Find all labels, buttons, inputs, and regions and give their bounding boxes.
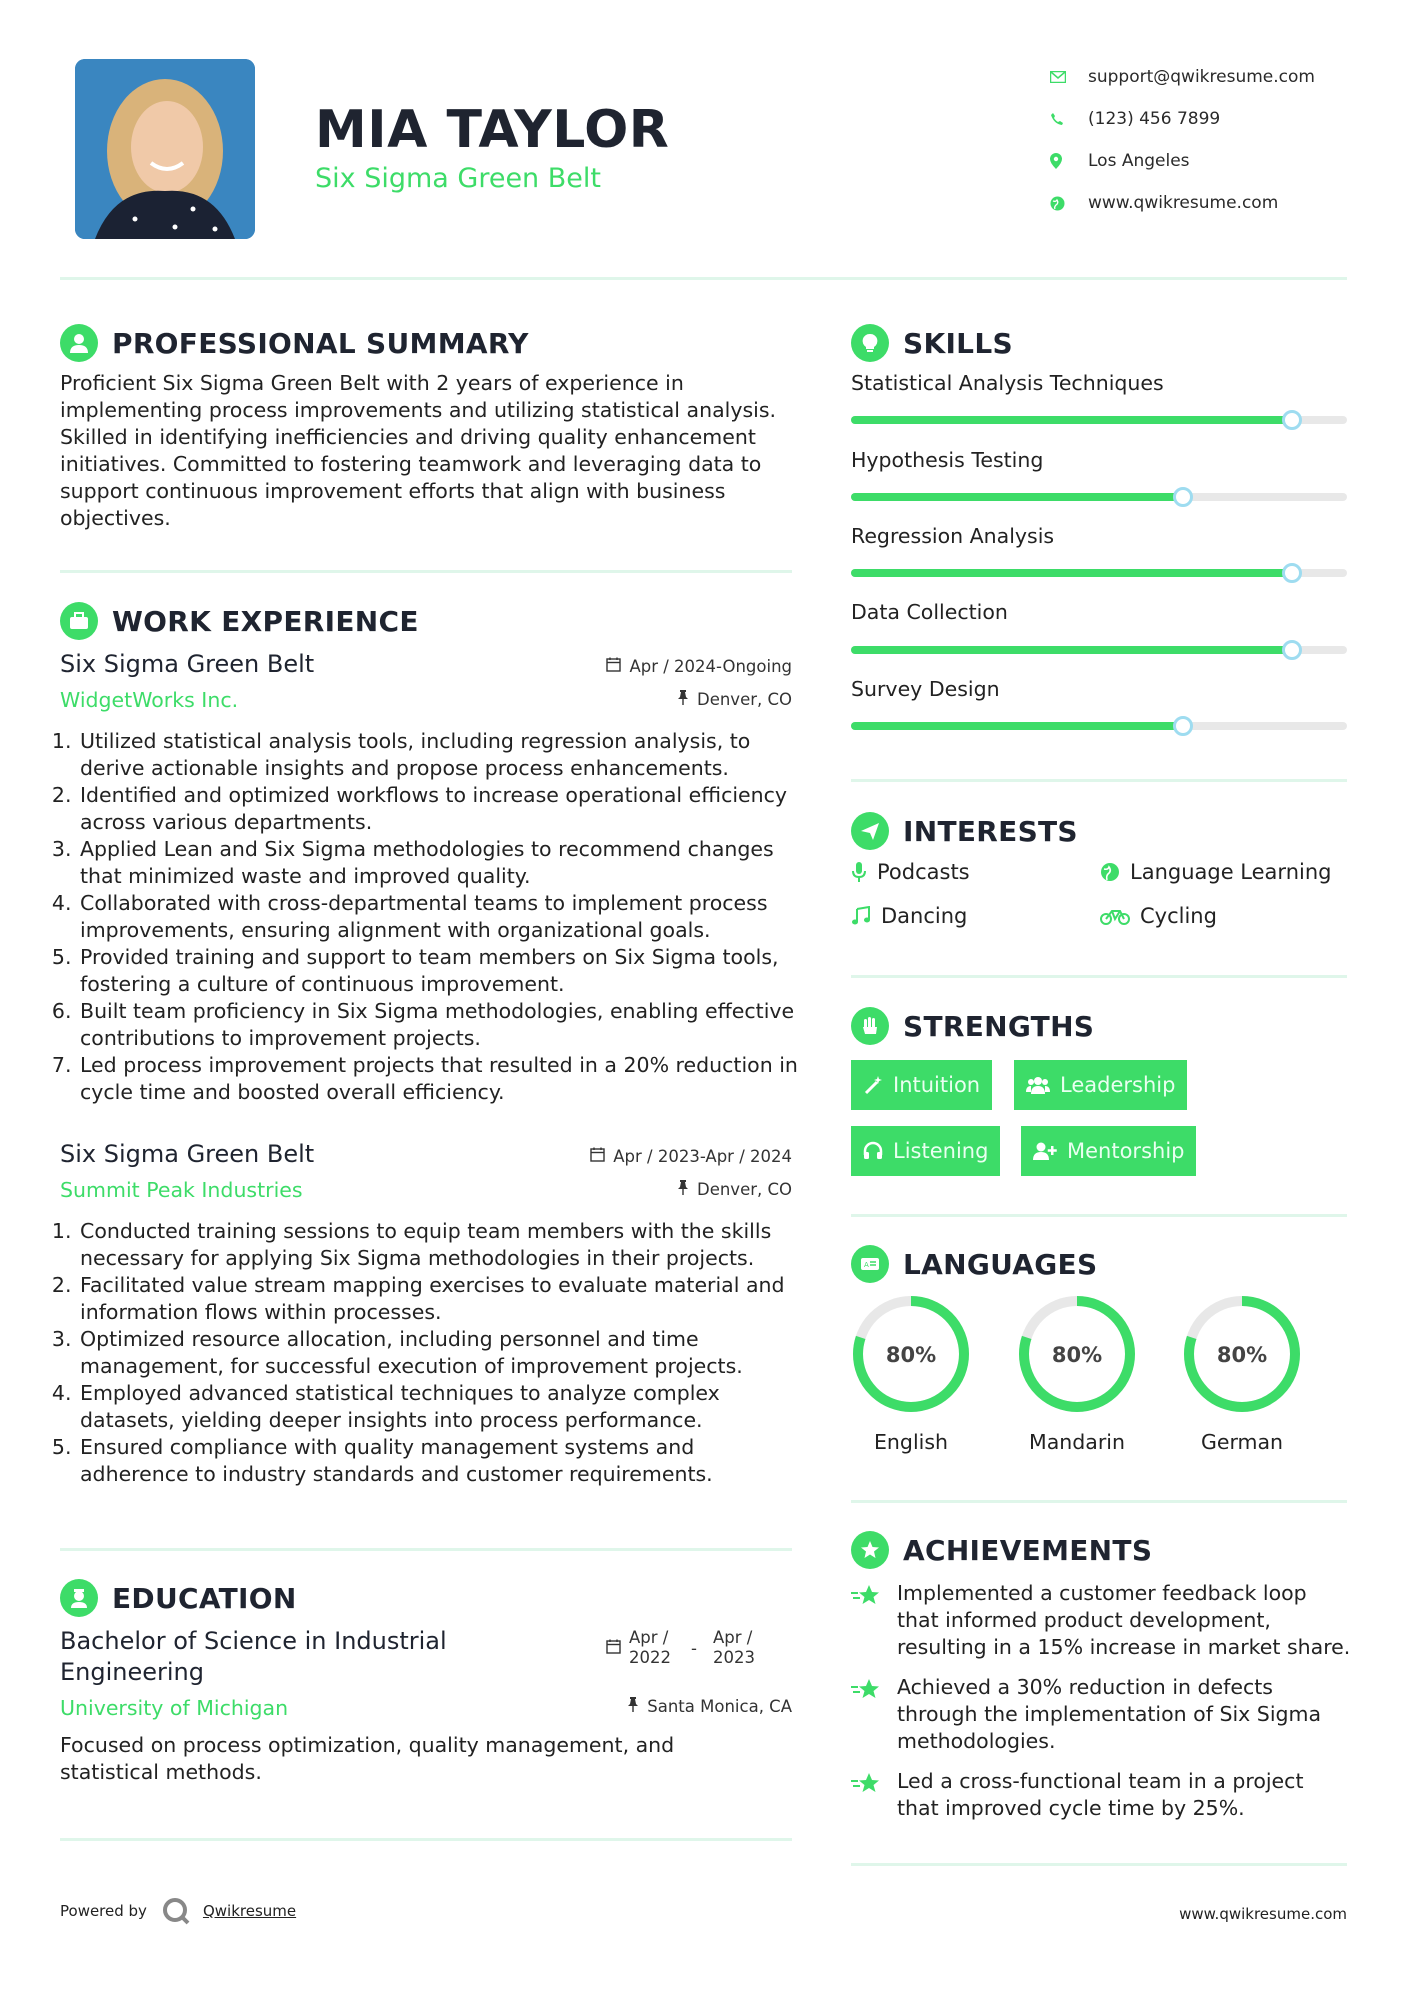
- envelope-icon: [1050, 71, 1088, 83]
- contact-website[interactable]: www.qwikresume.com: [1050, 182, 1315, 224]
- skill-bar: [851, 416, 1347, 424]
- skill-fill: [851, 722, 1183, 730]
- skill-bar: [851, 569, 1347, 577]
- interest-dancing: Dancing: [851, 904, 967, 928]
- footer-powered-by: Powered by Qwikresume: [60, 1896, 296, 1926]
- globe-icon: [1100, 862, 1120, 882]
- experience-divider: [60, 1548, 792, 1551]
- skill-label: Regression Analysis: [851, 524, 1055, 548]
- job-1-dates: Apr / 2024-Ongoing: [606, 657, 792, 676]
- microphone-icon: [851, 861, 867, 883]
- language-name: Mandarin: [1029, 1430, 1125, 1454]
- list-item: 3. Optimized resource allocation, including personnel and time management, for successful execution of improvement projects.: [78, 1326, 800, 1380]
- language-ring: [1181, 1293, 1303, 1415]
- summary-divider: [60, 570, 792, 573]
- job-2-location: Denver, CO: [677, 1180, 792, 1199]
- users-icon: [1026, 1075, 1050, 1095]
- experience-heading: WORK EXPERIENCE: [60, 602, 419, 640]
- degree: Bachelor of Science in Industrial Engineering: [60, 1627, 447, 1686]
- language-percent: 80%: [885, 1343, 937, 1367]
- education-heading: EDUCATION: [60, 1579, 297, 1617]
- footer-website[interactable]: www.qwikresume.com: [1179, 1905, 1347, 1923]
- language-percent: 80%: [1051, 1343, 1103, 1367]
- list-item: 4. Employed advanced statistical techniques to analyze complex datasets, yielding deeper insights into process performance.: [78, 1380, 800, 1434]
- skills-divider: [851, 779, 1347, 782]
- summary-heading: PROFESSIONAL SUMMARY: [60, 324, 529, 362]
- list-item: 2. Facilitated value stream mapping exercises to evaluate material and information flows within processes.: [78, 1272, 800, 1326]
- achievement-item: Led a cross-functional team in a project that improved cycle time by 25%.: [851, 1768, 1351, 1822]
- school: University of Michigan: [60, 1696, 289, 1720]
- lightbulb-icon: [851, 324, 889, 362]
- achievements-heading: ACHIEVEMENTS: [851, 1531, 1152, 1569]
- pushpin-icon: [677, 1180, 697, 1199]
- paper-plane-icon: [851, 812, 889, 850]
- skill-label: Data Collection: [851, 600, 1008, 624]
- skill-fill: [851, 646, 1292, 654]
- skill-knob: [1173, 716, 1193, 736]
- headphones-icon: [863, 1141, 883, 1161]
- language-name: English: [873, 1430, 949, 1454]
- skill-knob: [1173, 487, 1193, 507]
- star-icon: [851, 1768, 897, 1822]
- magic-wand-icon: [863, 1075, 883, 1095]
- strength-chip-leadership: Leadership: [1014, 1060, 1187, 1110]
- education-description: Focused on process optimization, quality management, and statistical methods.: [60, 1733, 675, 1784]
- language-ring: [850, 1293, 972, 1415]
- skill-knob: [1282, 410, 1302, 430]
- candidate-title: Six Sigma Green Belt: [315, 163, 601, 194]
- user-plus-icon: [1033, 1141, 1057, 1161]
- globe-icon: [1050, 196, 1088, 211]
- calendar-icon: [606, 1639, 621, 1658]
- strengths-heading: STRENGTHS: [851, 1007, 1094, 1045]
- achievement-item: Achieved a 30% reduction in defects through the implementation of Six Sigma methodologies.: [851, 1674, 1351, 1755]
- education-location: Santa Monica, CA: [627, 1697, 792, 1716]
- job-1-location: Denver, CO: [677, 690, 792, 709]
- contact-location: Los Angeles: [1050, 140, 1315, 182]
- skill-bar: [851, 722, 1347, 730]
- skill-fill: [851, 416, 1292, 424]
- skill-label: Survey Design: [851, 677, 1000, 701]
- interest-podcasts: Podcasts: [851, 860, 970, 884]
- contact-email[interactable]: support@qwikresume.com: [1050, 56, 1315, 98]
- language-percent: 80%: [1216, 1343, 1268, 1367]
- skills-heading: SKILLS: [851, 324, 1013, 362]
- list-item: 1. Utilized statistical analysis tools, including regression analysis, to derive actionable insights and propose process enhancements.: [78, 728, 800, 782]
- language-ring: [1016, 1293, 1138, 1415]
- skill-knob: [1282, 563, 1302, 583]
- job-1-company: WidgetWorks Inc.: [60, 688, 239, 712]
- calendar-icon: [606, 657, 629, 676]
- list-item: 2. Identified and optimized workflows to increase operational efficiency across various departments.: [78, 782, 800, 836]
- briefcase-icon: [60, 602, 98, 640]
- bicycle-icon: [1100, 907, 1130, 925]
- qwikresume-logo-icon: [161, 1896, 191, 1926]
- star-icon: [851, 1580, 897, 1661]
- candidate-name: MIA TAYLOR: [315, 100, 670, 160]
- languages-divider: [851, 1500, 1347, 1503]
- job-2-bullets: [60, 1218, 800, 1488]
- profile-photo: [75, 59, 255, 239]
- list-item: 6. Built team proficiency in Six Sigma methodologies, enabling effective contributions to improvement projects.: [78, 998, 800, 1052]
- pushpin-icon: [677, 690, 697, 709]
- skill-label: Hypothesis Testing: [851, 448, 1044, 472]
- job-2-title: Six Sigma Green Belt: [60, 1140, 315, 1168]
- job-1-bullets: [60, 728, 800, 1106]
- header-divider: [60, 277, 1347, 280]
- skill-label: Statistical Analysis Techniques: [851, 371, 1164, 395]
- list-item: 5. Provided training and support to team members on Six Sigma tools, fostering a culture of continuous improvement.: [78, 944, 800, 998]
- interest-language-learning: Language Learning: [1100, 860, 1331, 884]
- pushpin-icon: [627, 1697, 647, 1716]
- user-icon: [60, 324, 98, 362]
- footer-brand-link[interactable]: Qwikresume: [202, 1902, 297, 1920]
- education-dates: Apr / 2022 - Apr / 2023: [606, 1628, 775, 1668]
- music-note-icon: [851, 906, 871, 926]
- contact-phone[interactable]: (123) 456 7899: [1050, 98, 1315, 140]
- list-item: 3. Applied Lean and Six Sigma methodologies to recommend changes that minimized waste and improved quality.: [78, 836, 800, 890]
- language-card-icon: [851, 1245, 889, 1283]
- contact-block: [1050, 56, 1315, 224]
- education-divider: [60, 1838, 792, 1841]
- strength-chip-mentorship: Mentorship: [1021, 1126, 1196, 1176]
- interest-cycling: Cycling: [1100, 904, 1217, 928]
- calendar-icon: [590, 1147, 613, 1166]
- list-item: 1. Conducted training sessions to equip team members with the skills necessary for applying Six Sigma methodologies in their projects.: [78, 1218, 800, 1272]
- job-2-dates: Apr / 2023-Apr / 2024: [590, 1147, 792, 1166]
- strength-chip-listening: Listening: [851, 1126, 1000, 1176]
- languages-heading: A LANGUAGES: [851, 1245, 1097, 1283]
- graduate-icon: [60, 1579, 98, 1617]
- skill-fill: [851, 569, 1292, 577]
- summary-text: Proficient Six Sigma Green Belt with 2 years of experience in implementing process improvements and utilizing statistical analysis. Skilled in identifying inefficiencies and driving quality enhancement initiatives. Committed to fostering teamwork and leveraging data to support continuous improvement efforts that align with business objectives.: [60, 371, 777, 530]
- award-icon: [851, 1531, 889, 1569]
- list-item: 4. Collaborated with cross-departmental teams to implement process improvements, ensuring alignment with organizational goals.: [78, 890, 800, 944]
- list-item: 7. Led process improvement projects that resulted in a 20% reduction in cycle time and boosted overall efficiency.: [78, 1052, 800, 1106]
- strength-chip-intuition: Intuition: [851, 1060, 992, 1110]
- job-2-company: Summit Peak Industries: [60, 1178, 303, 1202]
- achievement-item: Implemented a customer feedback loop that informed product development, resulting in a 15% increase in market share.: [851, 1580, 1351, 1661]
- skill-knob: [1282, 640, 1302, 660]
- strengths-divider: [851, 1214, 1347, 1217]
- star-icon: [851, 1674, 897, 1755]
- hand-icon: [851, 1007, 889, 1045]
- achievements-divider: [851, 1863, 1347, 1866]
- language-name: German: [1200, 1430, 1284, 1454]
- list-item: 5. Ensured compliance with quality management systems and adherence to industry standards and customer requirements.: [78, 1434, 800, 1488]
- interests-divider: [851, 975, 1347, 978]
- phone-icon: [1050, 112, 1088, 126]
- skill-bar: [851, 646, 1347, 654]
- svg-text:A: A: [864, 1261, 869, 1269]
- date-separator: -: [691, 1638, 697, 1658]
- interests-heading: INTERESTS: [851, 812, 1078, 850]
- skill-bar: [851, 493, 1347, 501]
- skill-fill: [851, 493, 1183, 501]
- map-pin-icon: [1050, 153, 1088, 169]
- job-1-title: Six Sigma Green Belt: [60, 650, 315, 678]
